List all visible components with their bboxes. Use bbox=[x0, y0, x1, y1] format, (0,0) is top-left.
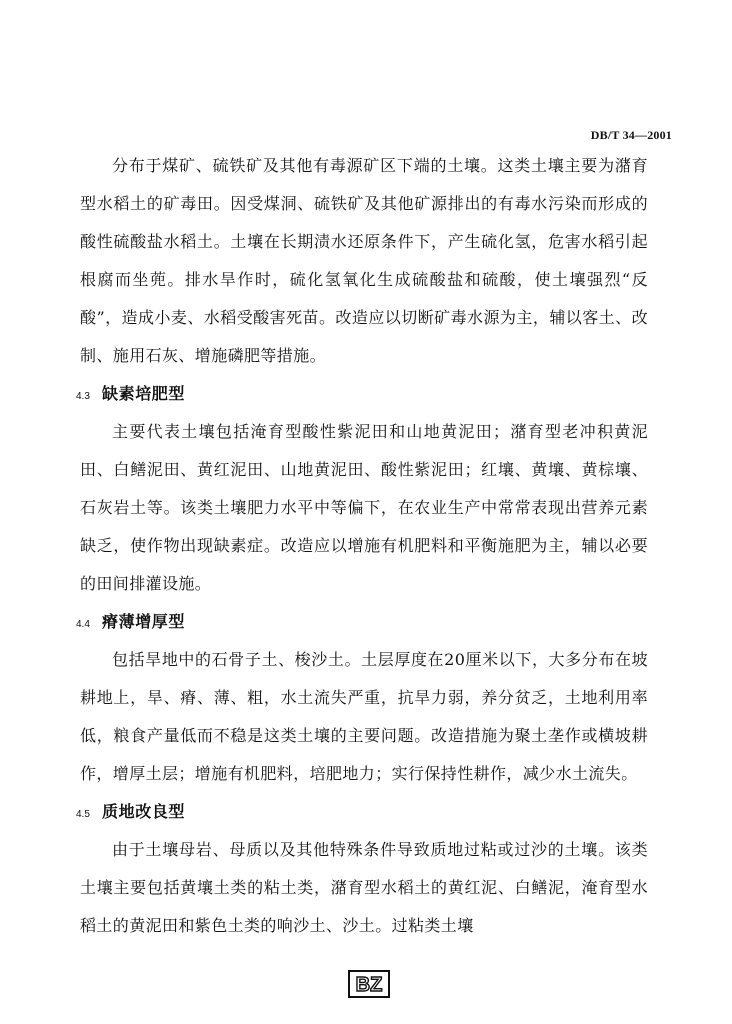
section-title: 质地改良型 bbox=[102, 802, 186, 821]
section-heading-4-3 bbox=[76, 375, 648, 413]
section-heading-4-5 bbox=[76, 793, 648, 831]
section-heading-4-4 bbox=[76, 603, 648, 641]
standard-code: DB/T 34—2001 bbox=[590, 128, 672, 142]
section-number: 4.3 bbox=[76, 391, 90, 402]
paragraph-4-3: 主要代表土壤包括淹育型酸性紫泥田和山地黄泥田；潴育型老冲积黄泥田、白鳝泥田、黄红泥田、山地黄泥田、酸性紫泥田；红壤、黄壤、黄棕壤、石灰岩土等。该类土壤肥力水平中等偏下，在农业生产中常常表现出营养元素缺乏，使作物出现缺素症。改造应以增施有机肥料和平衡施肥为主，辅以必要的田间排灌设施。 bbox=[80, 422, 648, 593]
section-number: 4.4 bbox=[76, 619, 90, 630]
bz-logo-icon bbox=[348, 970, 390, 998]
paragraph-4-5: 由于土壤母岩、母质以及其他特殊条件导致质地过粘或过沙的土壤。该类土壤主要包括黄壤土类的粘土类，潴育型水稻土的黄红泥、白鳝泥，淹育型水稻土的黄泥田和紫色土类的响沙土、沙土。过粘类土壤 bbox=[80, 840, 648, 935]
section-title: 瘠薄增厚型 bbox=[102, 612, 186, 631]
logo-text: BZ bbox=[355, 974, 383, 996]
section-number: 4.5 bbox=[76, 809, 90, 820]
paragraph-intro: 分布于煤矿、硫铁矿及其他有毒源矿区下端的土壤。这类土壤主要为潴育型水稻土的矿毒田。因受煤洞、硫铁矿及其他矿源排出的有毒水污染而形成的酸性硫酸盐水稻土。土壤在长期渍水还原条件下，产生硫化氢，危害水稻引起根腐而坐蔸。排水旱作时，硫化氢氧化生成硫酸盐和硫酸，使土壤强烈“反酸”，造成小麦、水稻受酸害死苗。改造应以切断矿毒水源为主，辅以客土、改制、施用石灰、增施磷肥等措施。 bbox=[80, 156, 648, 365]
page-body bbox=[76, 147, 648, 945]
section-title: 缺素培肥型 bbox=[102, 384, 186, 403]
paragraph-4-4: 包括旱地中的石骨子土、梭沙土。土层厚度在20厘米以下，大多分布在坡耕地上，旱、瘠、薄、粗，水土流失严重，抗旱力弱，养分贫乏，土地利用率低，粮食产量低而不稳是这类土壤的主要问题。改造措施为聚土垄作或横坡耕作，增厚土层；增施有机肥料，培肥地力；实行保持性耕作，减少水土流失。 bbox=[80, 650, 648, 783]
